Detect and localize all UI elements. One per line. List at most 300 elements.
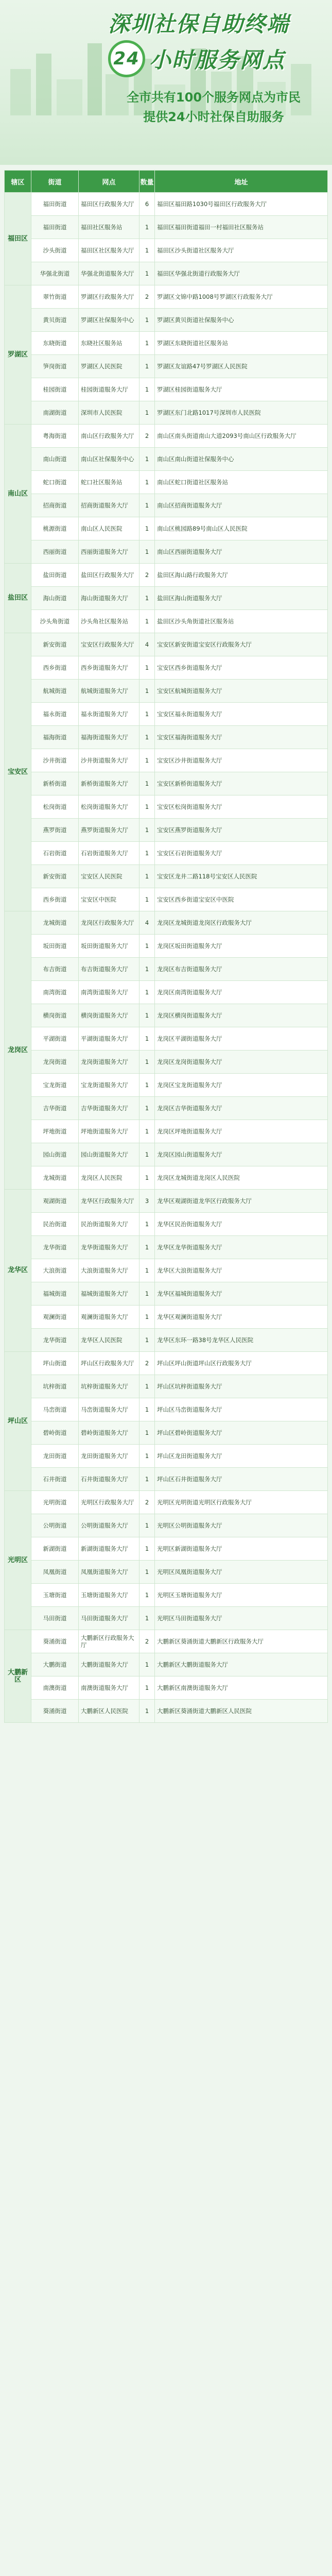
site-cell: 福海街道服务大厅	[79, 726, 139, 749]
address-cell: 宝安区新桥街道服务大厅	[155, 772, 328, 795]
qty-cell: 1	[139, 494, 155, 517]
address-cell: 福田区华强北街道行政服务大厅	[155, 262, 328, 285]
address-cell: 罗湖区东门北路1017号深圳市人民医院	[155, 401, 328, 425]
site-cell: 宝安区行政服务大厅	[79, 633, 139, 656]
table-row	[5, 1653, 328, 1676]
qty-cell: 1	[139, 1375, 155, 1398]
address-cell: 福田区福田街道福田一村福田社区服务站	[155, 216, 328, 239]
table-row	[5, 749, 328, 772]
table-row	[5, 309, 328, 332]
address-cell: 宝安区西乡街道服务大厅	[155, 656, 328, 680]
qty-cell: 1	[139, 1607, 155, 1630]
address-cell: 龙岗区横岗街道服务大厅	[155, 1004, 328, 1027]
street-cell: 福田街道	[31, 193, 79, 216]
street-cell: 布吉街道	[31, 958, 79, 981]
street-cell: 南山街道	[31, 448, 79, 471]
site-cell: 吉华街道服务大厅	[79, 1097, 139, 1120]
table-row	[5, 425, 328, 448]
qty-cell: 1	[139, 378, 155, 401]
column-header: 网点	[79, 171, 139, 193]
street-cell: 大鹏街道	[31, 1653, 79, 1676]
qty-cell: 1	[139, 216, 155, 239]
address-cell: 龙华区东环一路38号龙华区人民医院	[155, 1329, 328, 1352]
address-cell: 罗湖区文锦中路1008号罗湖区行政服务大厅	[155, 285, 328, 309]
table-row	[5, 1537, 328, 1561]
table-row	[5, 1097, 328, 1120]
table-row	[5, 726, 328, 749]
qty-cell: 1	[139, 448, 155, 471]
address-cell: 宝安区沙井街道服务大厅	[155, 749, 328, 772]
street-cell: 粤海街道	[31, 425, 79, 448]
table-row	[5, 819, 328, 842]
address-cell: 龙岗区宝龙街道服务大厅	[155, 1074, 328, 1097]
table-row	[5, 1468, 328, 1491]
site-cell: 海山街道服务大厅	[79, 587, 139, 610]
table-row	[5, 587, 328, 610]
sites-table-wrapper	[4, 170, 328, 1723]
address-cell: 宝安区松岗街道服务大厅	[155, 795, 328, 819]
street-cell: 平湖街道	[31, 1027, 79, 1050]
site-cell: 罗湖区人民医院	[79, 355, 139, 378]
site-cell: 坂田街道服务大厅	[79, 935, 139, 958]
site-cell: 蛇口社区服务站	[79, 471, 139, 494]
district-cell: 福田区	[5, 193, 31, 285]
site-cell: 宝安区人民医院	[79, 865, 139, 888]
street-cell: 沙头街道	[31, 239, 79, 262]
site-cell: 福田区行政服务大厅	[79, 193, 139, 216]
street-cell: 沙头角街道	[31, 610, 79, 633]
address-cell: 大鹏新区南澳街道服务大厅	[155, 1676, 328, 1700]
site-cell: 南山区行政服务大厅	[79, 425, 139, 448]
table-row	[5, 656, 328, 680]
address-cell: 龙华区观澜街道服务大厅	[155, 1306, 328, 1329]
street-cell: 龙岗街道	[31, 1050, 79, 1074]
address-cell: 龙岗区布吉街道服务大厅	[155, 958, 328, 981]
site-cell: 石井街道服务大厅	[79, 1468, 139, 1491]
table-row	[5, 1027, 328, 1050]
qty-cell: 1	[139, 703, 155, 726]
street-cell: 吉华街道	[31, 1097, 79, 1120]
district-cell: 盐田区	[5, 564, 31, 633]
site-cell: 马峦街道服务大厅	[79, 1398, 139, 1421]
address-cell: 龙岗区龙岗街道服务大厅	[155, 1050, 328, 1074]
address-cell: 宝安区石岩街道服务大厅	[155, 842, 328, 865]
site-cell: 碧岭街道服务大厅	[79, 1421, 139, 1445]
street-cell: 桃源街道	[31, 517, 79, 540]
street-cell: 沙井街道	[31, 749, 79, 772]
street-cell: 民治街道	[31, 1213, 79, 1236]
site-cell: 石岩街道服务大厅	[79, 842, 139, 865]
table-row	[5, 1282, 328, 1306]
site-cell: 华强北街道服务大厅	[79, 262, 139, 285]
qty-cell: 1	[139, 1306, 155, 1329]
site-cell: 西丽街道服务大厅	[79, 540, 139, 564]
district-cell: 龙岗区	[5, 911, 31, 1190]
qty-cell: 1	[139, 1468, 155, 1491]
address-cell: 龙华区大浪街道服务大厅	[155, 1259, 328, 1282]
address-cell: 宝安区龙井二路118号宝安区人民医院	[155, 865, 328, 888]
qty-cell: 1	[139, 1676, 155, 1700]
street-cell: 新安街道	[31, 633, 79, 656]
qty-cell: 1	[139, 1398, 155, 1421]
street-cell: 龙华街道	[31, 1329, 79, 1352]
street-cell: 龙华街道	[31, 1236, 79, 1259]
address-cell: 罗湖区友谊路47号罗湖区人民医院	[155, 355, 328, 378]
table-row	[5, 378, 328, 401]
table-row	[5, 564, 328, 587]
table-row	[5, 1306, 328, 1329]
street-cell: 公明街道	[31, 1514, 79, 1537]
qty-cell: 1	[139, 795, 155, 819]
qty-cell: 1	[139, 1653, 155, 1676]
address-cell: 福田区沙头街道社区服务大厅	[155, 239, 328, 262]
address-cell: 盐田区海山街道服务大厅	[155, 587, 328, 610]
address-cell: 光明区马田街道服务大厅	[155, 1607, 328, 1630]
table-row	[5, 703, 328, 726]
site-cell: 沙头角社区服务站	[79, 610, 139, 633]
header-banner	[0, 0, 332, 165]
qty-cell: 2	[139, 1491, 155, 1514]
table-row	[5, 1491, 328, 1514]
street-cell: 石岩街道	[31, 842, 79, 865]
table-row	[5, 262, 328, 285]
street-cell: 大浪街道	[31, 1259, 79, 1282]
qty-cell: 1	[139, 309, 155, 332]
qty-cell: 1	[139, 1584, 155, 1607]
site-cell: 龙田街道服务大厅	[79, 1445, 139, 1468]
site-cell: 航城街道服务大厅	[79, 680, 139, 703]
table-row	[5, 1561, 328, 1584]
qty-cell: 1	[139, 772, 155, 795]
site-cell: 龙岗区行政服务大厅	[79, 911, 139, 935]
street-cell: 观澜街道	[31, 1306, 79, 1329]
site-cell: 马田街道服务大厅	[79, 1607, 139, 1630]
address-cell: 龙岗区园山街道服务大厅	[155, 1143, 328, 1166]
table-row	[5, 1445, 328, 1468]
table-row	[5, 1676, 328, 1700]
qty-cell: 1	[139, 401, 155, 425]
table-row	[5, 1166, 328, 1190]
address-cell: 坪山区马峦街道服务大厅	[155, 1398, 328, 1421]
address-cell: 罗湖区桂园街道服务大厅	[155, 378, 328, 401]
address-cell: 大鹏新区大鹏街道服务大厅	[155, 1653, 328, 1676]
table-row	[5, 285, 328, 309]
street-cell: 南湖街道	[31, 401, 79, 425]
title-line-2-text: 小时服务网点	[149, 47, 286, 73]
street-cell: 坪山街道	[31, 1352, 79, 1375]
site-cell: 坪地街道服务大厅	[79, 1120, 139, 1143]
qty-cell: 1	[139, 1329, 155, 1352]
site-cell: 南山区人民医院	[79, 517, 139, 540]
address-cell: 龙岗区平湖街道服务大厅	[155, 1027, 328, 1050]
qty-cell: 3	[139, 1190, 155, 1213]
qty-cell: 1	[139, 1166, 155, 1190]
subtitle-line-2: 提供24小时社保自助服务	[143, 110, 284, 124]
qty-cell: 1	[139, 540, 155, 564]
table-row	[5, 332, 328, 355]
qty-cell: 1	[139, 355, 155, 378]
qty-cell: 1	[139, 587, 155, 610]
street-cell: 燕罗街道	[31, 819, 79, 842]
address-cell: 南山区南头街道南山大道2093号南山区行政服务大厅	[155, 425, 328, 448]
site-cell: 桂园街道服务大厅	[79, 378, 139, 401]
qty-cell: 1	[139, 935, 155, 958]
street-cell: 南澳街道	[31, 1676, 79, 1700]
qty-cell: 1	[139, 1445, 155, 1468]
street-cell: 坪地街道	[31, 1120, 79, 1143]
qty-cell: 4	[139, 911, 155, 935]
qty-cell: 1	[139, 656, 155, 680]
address-cell: 宝安区航城街道服务大厅	[155, 680, 328, 703]
qty-cell: 1	[139, 332, 155, 355]
street-cell: 碧岭街道	[31, 1421, 79, 1445]
table-row	[5, 1074, 328, 1097]
site-cell: 宝安区中医院	[79, 888, 139, 911]
site-cell: 福田区社区服务大厅	[79, 239, 139, 262]
street-cell: 凤凰街道	[31, 1561, 79, 1584]
qty-cell: 1	[139, 865, 155, 888]
qty-cell: 1	[139, 1537, 155, 1561]
district-cell: 大鹏新区	[5, 1630, 31, 1723]
site-cell: 松岗街道服务大厅	[79, 795, 139, 819]
site-cell: 玉塘街道服务大厅	[79, 1584, 139, 1607]
table-row	[5, 540, 328, 564]
street-cell: 西丽街道	[31, 540, 79, 564]
table-row	[5, 1213, 328, 1236]
qty-cell: 4	[139, 633, 155, 656]
site-cell: 宝龙街道服务大厅	[79, 1074, 139, 1097]
street-cell: 新桥街道	[31, 772, 79, 795]
street-cell: 马田街道	[31, 1607, 79, 1630]
table-row	[5, 471, 328, 494]
table-row	[5, 1514, 328, 1537]
table-row	[5, 911, 328, 935]
address-cell: 坪山区石井街道服务大厅	[155, 1468, 328, 1491]
table-row	[5, 1004, 328, 1027]
site-cell: 龙华区人民医院	[79, 1329, 139, 1352]
column-header: 辖区	[5, 171, 31, 193]
street-cell: 新湖街道	[31, 1537, 79, 1561]
qty-cell: 1	[139, 749, 155, 772]
qty-cell: 1	[139, 1120, 155, 1143]
table-row	[5, 1607, 328, 1630]
address-cell: 宝安区福海街道服务大厅	[155, 726, 328, 749]
table-row	[5, 1630, 328, 1653]
street-cell: 玉塘街道	[31, 1584, 79, 1607]
table-row	[5, 1398, 328, 1421]
title-line-2	[108, 40, 324, 77]
street-cell: 笋岗街道	[31, 355, 79, 378]
street-cell: 南湾街道	[31, 981, 79, 1004]
address-cell: 宝安区燕罗街道服务大厅	[155, 819, 328, 842]
address-cell: 南山区桃园路89号南山区人民医院	[155, 517, 328, 540]
site-cell: 福永街道服务大厅	[79, 703, 139, 726]
site-cell: 罗湖区社保服务中心	[79, 309, 139, 332]
qty-cell: 1	[139, 1004, 155, 1027]
column-header: 数量	[139, 171, 155, 193]
address-cell: 盐田区沙头角街道社区服务站	[155, 610, 328, 633]
title-line-1: 深圳社保自助终端	[108, 11, 290, 37]
address-cell: 坪山区碧岭街道服务大厅	[155, 1421, 328, 1445]
street-cell: 园山街道	[31, 1143, 79, 1166]
table-row	[5, 935, 328, 958]
site-cell: 招商街道服务大厅	[79, 494, 139, 517]
address-cell: 南山区南山街道社保服务中心	[155, 448, 328, 471]
site-cell: 龙岗街道服务大厅	[79, 1050, 139, 1074]
table-row	[5, 1120, 328, 1143]
site-cell: 坪山区行政服务大厅	[79, 1352, 139, 1375]
address-cell: 南山区西丽街道服务大厅	[155, 540, 328, 564]
address-cell: 龙华区民治街道服务大厅	[155, 1213, 328, 1236]
site-cell: 盐田区行政服务大厅	[79, 564, 139, 587]
street-cell: 葵涌街道	[31, 1630, 79, 1653]
qty-cell: 1	[139, 1027, 155, 1050]
qty-cell: 1	[139, 1700, 155, 1723]
qty-cell: 1	[139, 842, 155, 865]
address-cell: 坪山区龙田街道服务大厅	[155, 1445, 328, 1468]
qty-cell: 2	[139, 564, 155, 587]
address-cell: 罗湖区黄贝街道社保服务中心	[155, 309, 328, 332]
qty-cell: 1	[139, 471, 155, 494]
qty-cell: 1	[139, 1421, 155, 1445]
street-cell: 福海街道	[31, 726, 79, 749]
qty-cell: 6	[139, 193, 155, 216]
table-row	[5, 888, 328, 911]
table-row	[5, 842, 328, 865]
table-row	[5, 355, 328, 378]
address-cell: 龙华区福城街道服务大厅	[155, 1282, 328, 1306]
site-cell: 坑梓街道服务大厅	[79, 1375, 139, 1398]
address-cell: 盐田区海山路行政服务大厅	[155, 564, 328, 587]
table-row	[5, 1236, 328, 1259]
table-row	[5, 1143, 328, 1166]
site-cell: 深圳市人民医院	[79, 401, 139, 425]
subtitle-block	[103, 88, 324, 127]
address-cell: 宝安区西乡街道宝安区中医院	[155, 888, 328, 911]
site-cell: 南澳街道服务大厅	[79, 1676, 139, 1700]
street-cell: 宝龙街道	[31, 1074, 79, 1097]
address-cell: 罗湖区东晓街道社区服务站	[155, 332, 328, 355]
subtitle-line-1: 全市共有100个服务网点为市民	[126, 90, 301, 105]
qty-cell: 1	[139, 726, 155, 749]
site-cell: 龙岗区人民医院	[79, 1166, 139, 1190]
street-cell: 观湖街道	[31, 1190, 79, 1213]
site-cell: 龙华区行政服务大厅	[79, 1190, 139, 1213]
address-cell: 龙岗区南湾街道服务大厅	[155, 981, 328, 1004]
table-row	[5, 795, 328, 819]
table-row	[5, 1421, 328, 1445]
street-cell: 新安街道	[31, 865, 79, 888]
address-cell: 福田区福田路1030号福田区行政服务大厅	[155, 193, 328, 216]
street-cell: 福永街道	[31, 703, 79, 726]
qty-cell: 1	[139, 981, 155, 1004]
site-cell: 光明区行政服务大厅	[79, 1491, 139, 1514]
site-cell: 平湖街道服务大厅	[79, 1027, 139, 1050]
qty-cell: 1	[139, 262, 155, 285]
table-header-row	[5, 171, 328, 193]
qty-cell: 1	[139, 1282, 155, 1306]
qty-cell: 1	[139, 1097, 155, 1120]
table-row	[5, 401, 328, 425]
table-row	[5, 1329, 328, 1352]
address-cell: 龙华区观湖街道龙华区行政服务大厅	[155, 1190, 328, 1213]
site-cell: 新湖街道服务大厅	[79, 1537, 139, 1561]
address-cell: 南山区招商街道服务大厅	[155, 494, 328, 517]
street-cell: 石井街道	[31, 1468, 79, 1491]
address-cell: 龙岗区坂田街道服务大厅	[155, 935, 328, 958]
street-cell: 华强北街道	[31, 262, 79, 285]
site-cell: 龙华街道服务大厅	[79, 1236, 139, 1259]
address-cell: 龙岗区坪地街道服务大厅	[155, 1120, 328, 1143]
site-cell: 公明街道服务大厅	[79, 1514, 139, 1537]
column-header: 街道	[31, 171, 79, 193]
district-cell: 宝安区	[5, 633, 31, 911]
street-cell: 航城街道	[31, 680, 79, 703]
site-cell: 西乡街道服务大厅	[79, 656, 139, 680]
district-cell: 坪山区	[5, 1352, 31, 1491]
qty-cell: 2	[139, 1630, 155, 1653]
site-cell: 罗湖区行政服务大厅	[79, 285, 139, 309]
address-cell: 光明区光明街道光明区行政服务大厅	[155, 1491, 328, 1514]
street-cell: 龙田街道	[31, 1445, 79, 1468]
table-row	[5, 1190, 328, 1213]
street-cell: 龙城街道	[31, 911, 79, 935]
badge-24: 24	[108, 40, 145, 77]
street-cell: 光明街道	[31, 1491, 79, 1514]
qty-cell: 1	[139, 517, 155, 540]
qty-cell: 1	[139, 1074, 155, 1097]
site-cell: 大鹏新区行政服务大厅	[79, 1630, 139, 1653]
street-cell: 松岗街道	[31, 795, 79, 819]
qty-cell: 2	[139, 1352, 155, 1375]
table-row	[5, 1584, 328, 1607]
address-cell: 坪山区坪山街道坪山区行政服务大厅	[155, 1352, 328, 1375]
street-cell: 桂园街道	[31, 378, 79, 401]
street-cell: 坂田街道	[31, 935, 79, 958]
site-cell: 大浪街道服务大厅	[79, 1259, 139, 1282]
table-row	[5, 633, 328, 656]
table-row	[5, 1375, 328, 1398]
site-cell: 民治街道服务大厅	[79, 1213, 139, 1236]
street-cell: 海山街道	[31, 587, 79, 610]
address-cell: 南山区蛇口街道社区服务站	[155, 471, 328, 494]
district-cell: 罗湖区	[5, 285, 31, 425]
site-cell: 园山街道服务大厅	[79, 1143, 139, 1166]
qty-cell: 2	[139, 285, 155, 309]
qty-cell: 1	[139, 610, 155, 633]
street-cell: 坑梓街道	[31, 1375, 79, 1398]
table-row	[5, 610, 328, 633]
table-row	[5, 193, 328, 216]
site-cell: 福城街道服务大厅	[79, 1282, 139, 1306]
table-row	[5, 517, 328, 540]
table-row	[5, 1050, 328, 1074]
qty-cell: 1	[139, 1259, 155, 1282]
qty-cell: 1	[139, 819, 155, 842]
address-cell: 光明区新湖街道服务大厅	[155, 1537, 328, 1561]
address-cell: 光明区凤凰街道服务大厅	[155, 1561, 328, 1584]
qty-cell: 1	[139, 680, 155, 703]
site-cell: 观澜街道服务大厅	[79, 1306, 139, 1329]
address-cell: 大鹏新区葵涌街道大鹏新区人民医院	[155, 1700, 328, 1723]
table-row	[5, 494, 328, 517]
site-cell: 布吉街道服务大厅	[79, 958, 139, 981]
qty-cell: 1	[139, 1143, 155, 1166]
street-cell: 黄贝街道	[31, 309, 79, 332]
site-cell: 大鹏街道服务大厅	[79, 1653, 139, 1676]
street-cell: 盐田街道	[31, 564, 79, 587]
address-cell: 龙岗区龙城街道龙岗区人民医院	[155, 1166, 328, 1190]
